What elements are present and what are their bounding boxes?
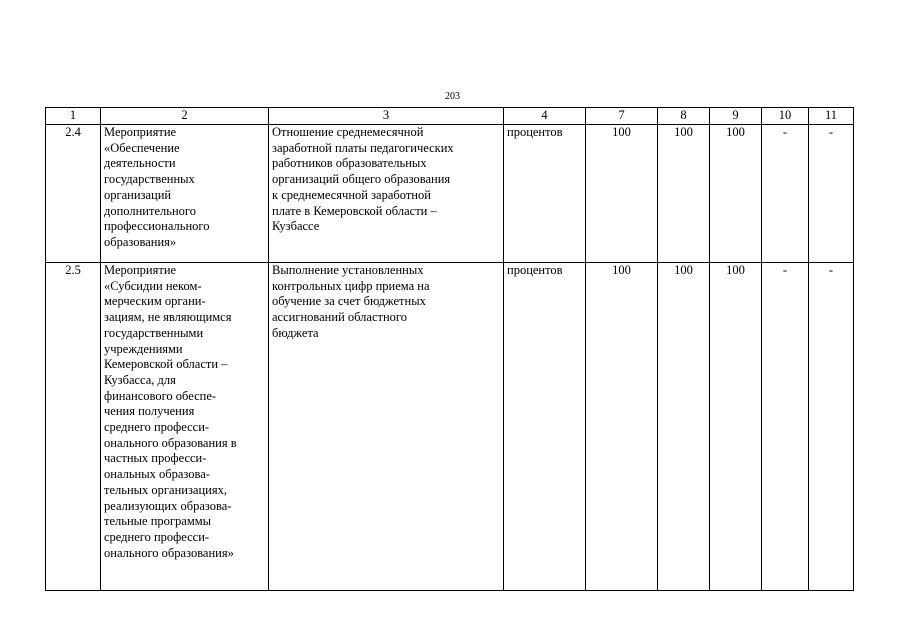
event-name: Мероприятие «Обеспечение деятельности государственных организаций дополнительного профессионального образования» [101, 125, 269, 263]
header-col-2: 2 [101, 108, 269, 125]
header-col-7: 7 [586, 108, 658, 125]
value-col-8: 100 [658, 125, 710, 263]
event-name: Мероприятие «Субсидии неком- мерческим органи- зациям, не являющимся государственными учреждениями Кемеровской области – Кузбасса, для финансового обеспе- чения получения среднего професси- онального образования в частных професси- ональных образова- тельных организациях, реализующих образова- тельные программы среднего професси- онального образования» [101, 263, 269, 591]
value-col-7: 100 [586, 125, 658, 263]
value-col-9: 100 [710, 263, 762, 591]
table-body [46, 125, 854, 591]
header-col-11: 11 [809, 108, 854, 125]
value-col-9: 100 [710, 125, 762, 263]
value-col-10: - [762, 125, 809, 263]
indicator-name: Выполнение установленных контрольных цифр приема на обучение за счет бюджетных ассигнований областного бюджета [269, 263, 504, 591]
header-col-4: 4 [504, 108, 586, 125]
table-header [46, 108, 854, 125]
table-row [46, 125, 854, 263]
table-row [46, 263, 854, 591]
header-col-8: 8 [658, 108, 710, 125]
value-col-10: - [762, 263, 809, 591]
header-col-1: 1 [46, 108, 101, 125]
indicator-name: Отношение среднемесячной заработной платы педагогических работников образовательных организаций общего образования к среднемесячной заработной плате в Кемеровской области – Кузбассе [269, 125, 504, 263]
row-number: 2.5 [46, 263, 101, 591]
value-col-7: 100 [586, 263, 658, 591]
header-col-9: 9 [710, 108, 762, 125]
unit-of-measure: процентов [504, 125, 586, 263]
value-col-11: - [809, 263, 854, 591]
value-col-8: 100 [658, 263, 710, 591]
unit-of-measure: процентов [504, 263, 586, 591]
page-number: 203 [445, 91, 460, 102]
header-col-10: 10 [762, 108, 809, 125]
indicator-table [45, 107, 854, 591]
header-row [46, 108, 854, 125]
value-col-11: - [809, 125, 854, 263]
header-col-3: 3 [269, 108, 504, 125]
row-number: 2.4 [46, 125, 101, 263]
